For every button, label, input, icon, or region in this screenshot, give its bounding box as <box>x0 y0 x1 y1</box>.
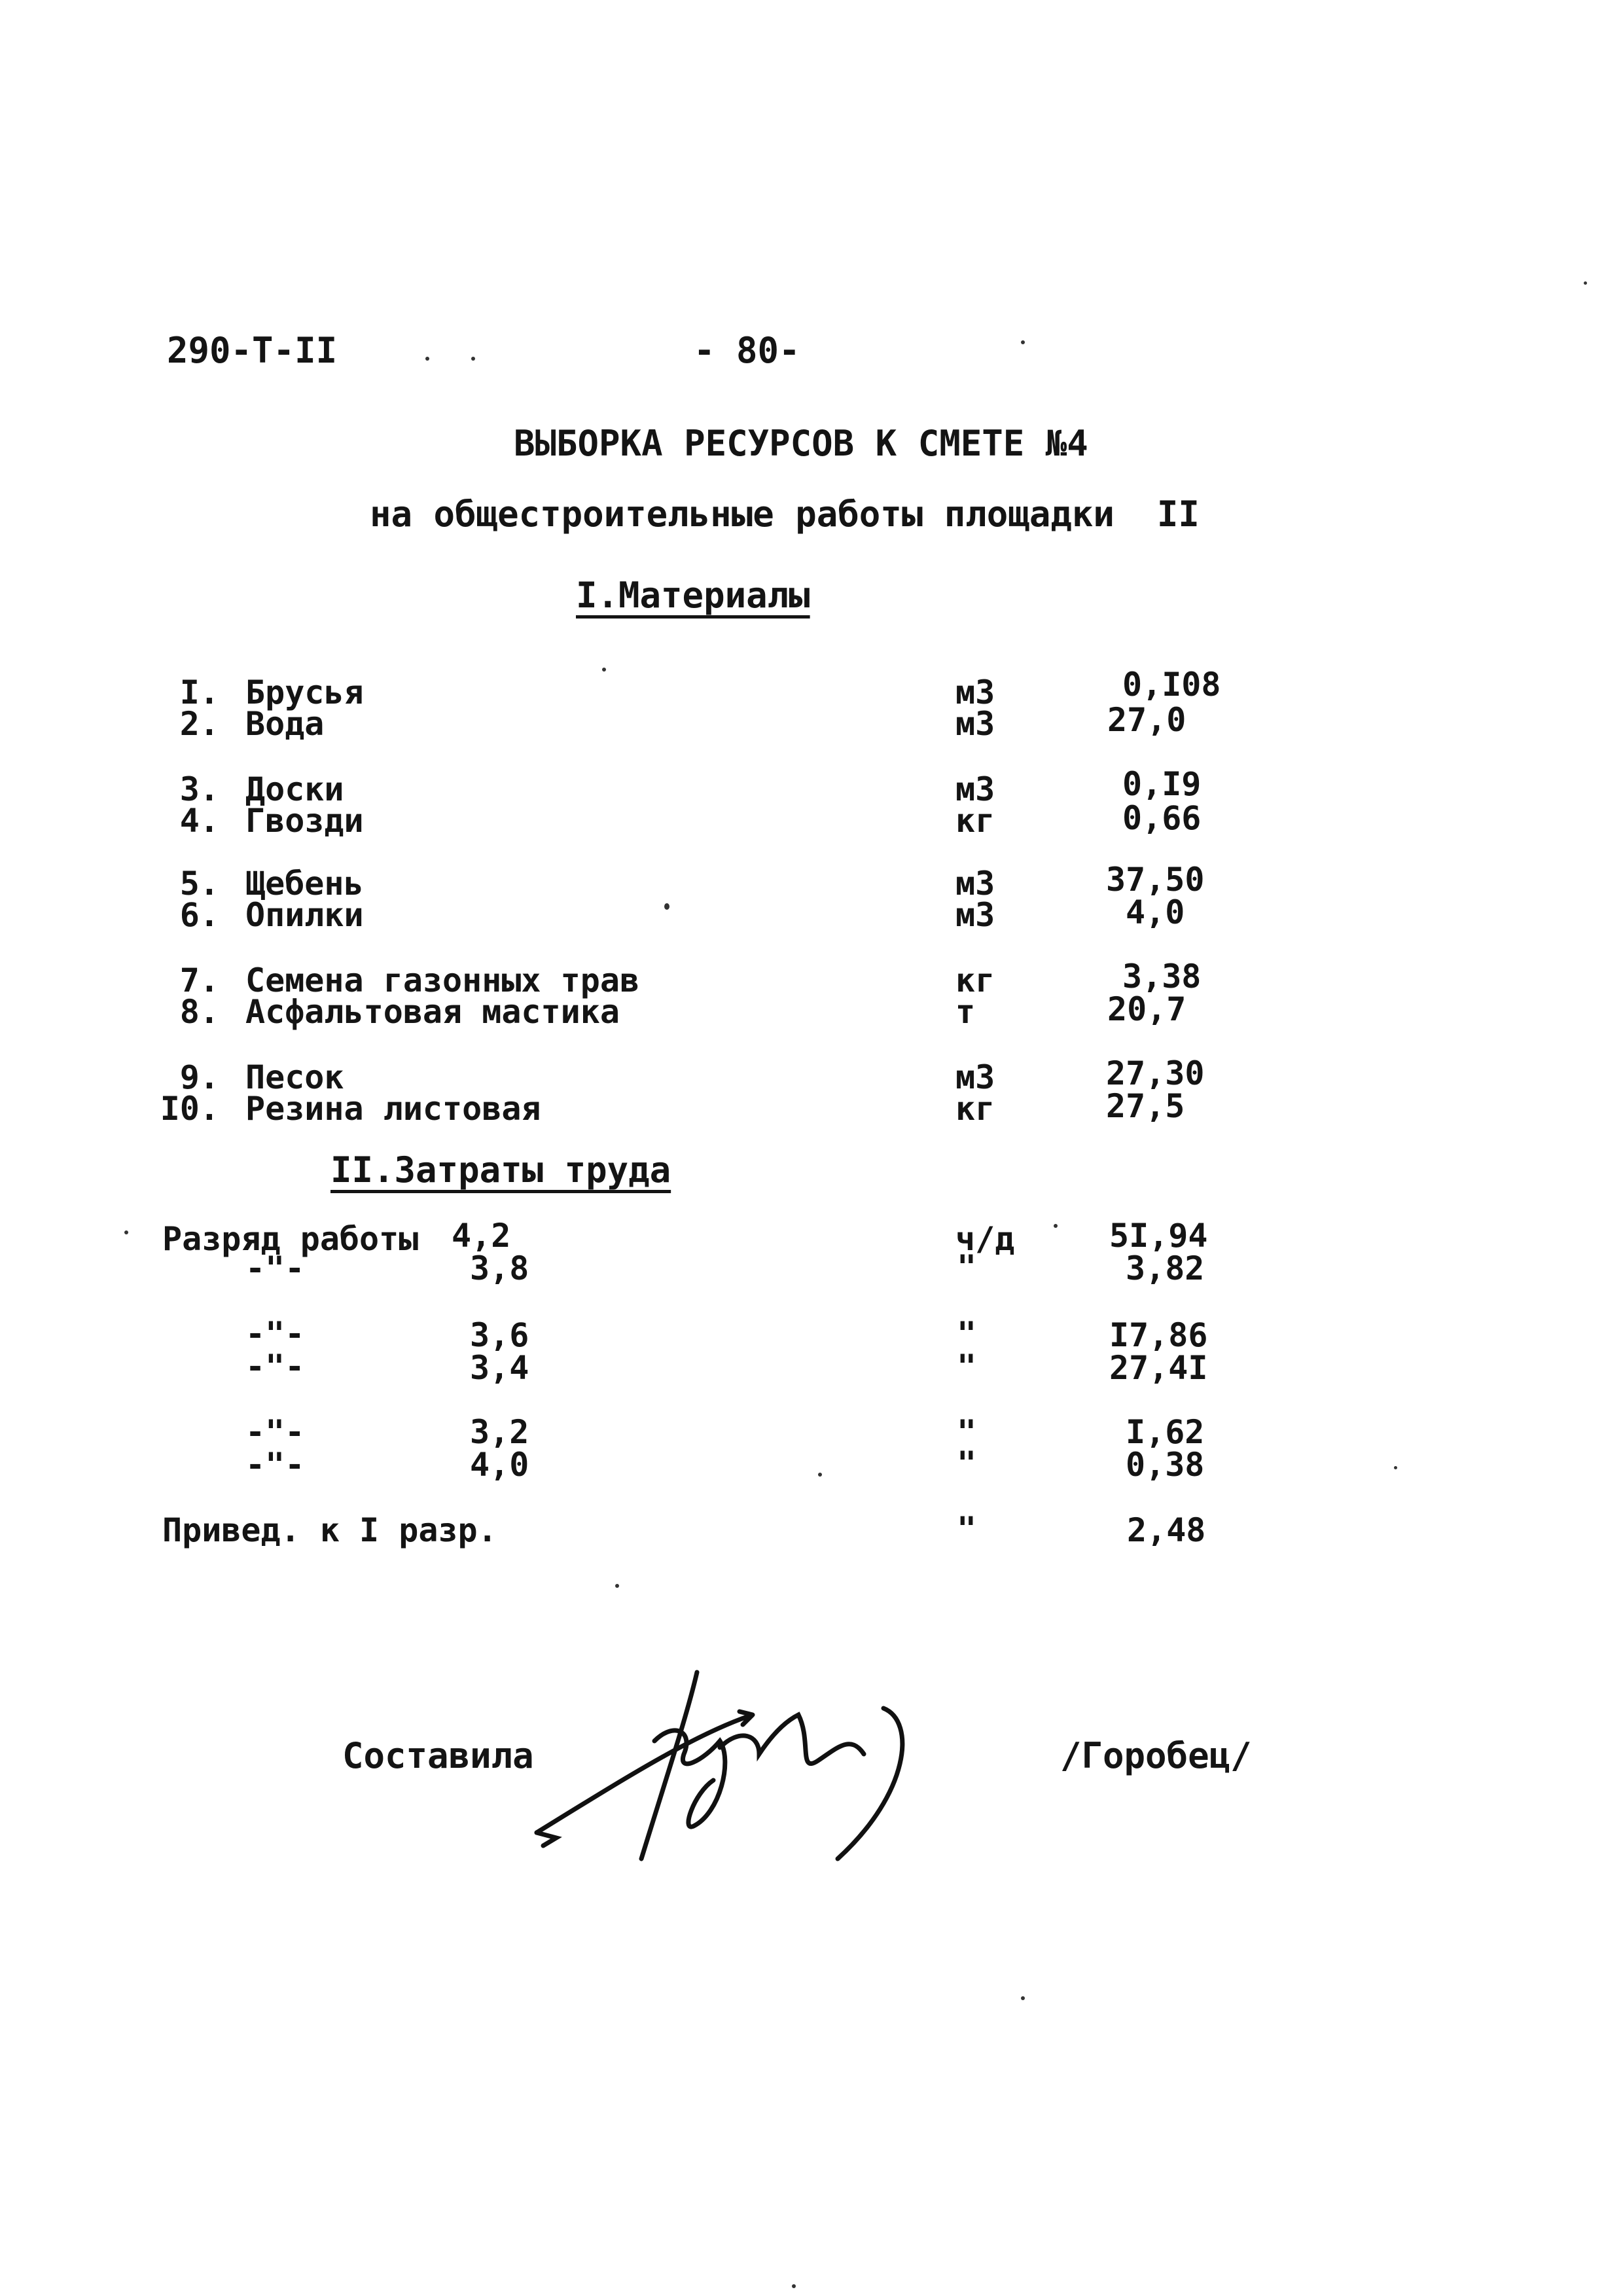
item-quantity: 27,0 <box>1107 701 1186 739</box>
item-name: Резина листовая <box>245 1090 541 1128</box>
item-name: Брусья <box>245 673 364 711</box>
document-code: 290-Т-II <box>167 330 338 371</box>
grade-label: Разряд работы <box>162 1220 419 1258</box>
scan-speck <box>792 2284 796 2288</box>
item-unit: м3 <box>955 865 995 903</box>
scan-speck <box>818 1473 822 1477</box>
document-subtitle: на общестроительные работы площадки II <box>370 493 1200 535</box>
section-materials-title: I.Материалы <box>576 575 810 616</box>
row-quantity: 2,48 <box>1127 1511 1206 1549</box>
scan-speck <box>602 668 606 672</box>
item-number: I0. <box>160 1090 219 1128</box>
ditto-mark: -"- <box>245 1413 305 1451</box>
item-name: Песок <box>245 1058 344 1096</box>
item-unit: кг <box>955 961 995 999</box>
row-unit: " <box>957 1510 977 1548</box>
row-unit: ч/д <box>955 1220 1015 1258</box>
item-name: Семена газонных трав <box>245 961 640 999</box>
scan-speck <box>1394 1466 1397 1469</box>
scan-speck <box>1021 340 1025 344</box>
item-quantity: 37,50 <box>1106 861 1205 899</box>
row-quantity: I,62 <box>1126 1413 1205 1451</box>
item-number: 8. <box>179 993 219 1031</box>
grade-value: 3,6 <box>470 1316 529 1354</box>
scan-speck <box>124 1230 128 1234</box>
item-number: 3. <box>179 770 219 808</box>
item-unit: т <box>955 993 976 1031</box>
ditto-mark: -"- <box>245 1348 305 1386</box>
row-unit: " <box>957 1315 977 1353</box>
item-number: 9. <box>179 1058 219 1096</box>
item-quantity: 27,30 <box>1106 1054 1205 1092</box>
handwritten-signature <box>524 1662 995 1872</box>
scan-speck <box>615 1584 619 1588</box>
ditto-mark: -"- <box>245 1446 305 1484</box>
row-quantity: 3,82 <box>1126 1249 1205 1287</box>
scan-speck <box>471 357 475 361</box>
item-unit: кг <box>955 1090 995 1128</box>
row-unit: " <box>957 1348 977 1386</box>
item-unit: м3 <box>955 770 995 808</box>
grade-value: 3,4 <box>470 1349 529 1387</box>
item-number: 4. <box>179 802 219 840</box>
item-name: Асфальтовая мастика <box>245 993 620 1031</box>
scan-speck <box>1021 1996 1025 2000</box>
item-name: Вода <box>245 705 325 743</box>
ditto-mark: -"- <box>245 1315 305 1353</box>
item-unit: м3 <box>955 673 995 711</box>
item-quantity: 0,I08 <box>1122 666 1221 704</box>
document-title: ВЫБОРКА РЕСУРСОВ К СМЕТЕ №4 <box>514 423 1088 464</box>
grade-value: 4,2 <box>452 1217 511 1255</box>
signer-name: /Горобец/ <box>1060 1735 1252 1776</box>
item-number: 7. <box>179 961 219 999</box>
item-quantity: 3,38 <box>1122 958 1202 996</box>
item-quantity: 27,5 <box>1106 1087 1185 1125</box>
item-name: Доски <box>245 770 344 808</box>
scan-speck <box>1584 281 1587 285</box>
item-quantity: 20,7 <box>1107 990 1186 1028</box>
item-quantity: 0,66 <box>1122 799 1202 837</box>
section-labor-title: II.Затраты труда <box>330 1149 671 1191</box>
row-unit: " <box>957 1444 977 1482</box>
grade-value: 3,8 <box>470 1249 529 1287</box>
item-number: 2. <box>179 705 219 743</box>
item-name: Опилки <box>245 896 364 934</box>
item-quantity: 4,0 <box>1126 893 1185 931</box>
item-quantity: 0,I9 <box>1122 765 1202 803</box>
row-quantity: I7,86 <box>1109 1316 1208 1354</box>
grade-value: 4,0 <box>470 1446 529 1484</box>
item-unit: м3 <box>955 705 995 743</box>
item-unit: м3 <box>955 1058 995 1096</box>
ditto-mark: -"- <box>245 1249 305 1287</box>
item-name: Гвозди <box>245 802 364 840</box>
row-quantity: 27,4I <box>1109 1349 1208 1387</box>
row-quantity: 0,38 <box>1126 1446 1205 1484</box>
item-unit: м3 <box>955 896 995 934</box>
item-name: Щебень <box>245 865 364 903</box>
scan-speck <box>664 903 669 910</box>
item-unit: кг <box>955 802 995 840</box>
item-number: 5. <box>179 865 219 903</box>
scan-speck <box>1054 1224 1058 1228</box>
item-number: I. <box>179 673 219 711</box>
compiled-by-label: Составила <box>342 1735 534 1776</box>
page-number: - 80- <box>694 330 800 371</box>
grade-value: 3,2 <box>470 1413 529 1451</box>
row-quantity: 5I,94 <box>1109 1217 1208 1255</box>
row-unit: " <box>957 1413 977 1451</box>
item-number: 6. <box>179 896 219 934</box>
reduced-label: Привед. к I разр. <box>162 1511 497 1549</box>
row-unit: " <box>957 1248 977 1286</box>
scan-speck <box>425 357 429 361</box>
